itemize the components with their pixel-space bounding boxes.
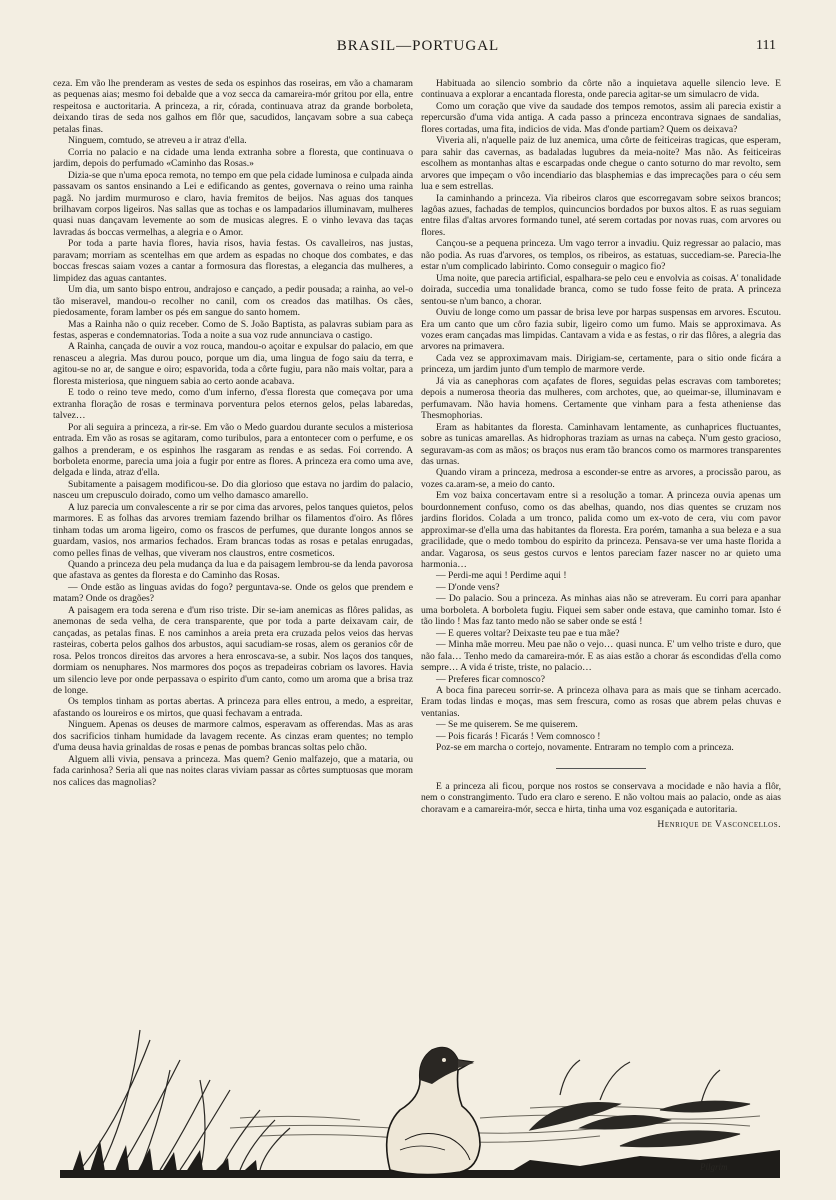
bank-right bbox=[500, 1150, 780, 1178]
paragraph: Viveria ali, n'aquelle paiz de luz anemica, uma côrte de feiticeiras tragicas, que esperam, para sahir das cavernas, as badaladas lugubres da meia-noite? Mas não. As feiticeiras escolhem as montanhas altas e escarpadas onde chegue o canto soturno do mar revolto, sem arvores que impeçam o vôo incendiario das blasphemias e das imprecações para o céu sem lua e sem estrellas. bbox=[421, 135, 781, 193]
paragraph: Já via as canephoras com açafates de flores, seguidas pelas escravas com tamboretes; depois a numerosa theoria das mulheres, com archotes, que, ao queimar-se, illuminavam e perfumavam. Não havia homens. Certamente que vinham para a festa atheniense das Thesmophorias. bbox=[421, 375, 781, 422]
paragraph: Subitamente a paisagem modificou-se. Do dia glorioso que estava no jardim do palacio, nasceu um crepusculo doirado, como um velho damasco amarello. bbox=[53, 478, 413, 502]
paragraph: Mas a Rainha não o quiz receber. Como de S. João Baptista, as palavras subiam para as festas, asperas e condemnatorias. Toda a noite a sua voz rude annunciava o castigo. bbox=[53, 318, 413, 341]
paragraph: — Onde estão as linguas avidas do fogo? perguntava-se. Onde os gelos que prendem e matam? Onde os dragões? bbox=[53, 581, 413, 605]
dialogue-line: — Minha mãe morreu. Meu pae não o vejo… quasi nunca. E' um velho triste e duro, que não fala… Tenho medo da camareira-mór. E as aias estão a chorar ás escondidas d'ella como sempre… A vida é triste, triste, no palacio… bbox=[421, 639, 781, 674]
paragraph: A boca fina pareceu sorrir-se. A princeza olhava para as mais que se tinham acercado. Eram todas lindas e moças, mas sem frescura, como as rosas que abrem pelas chuvas e ventanias. bbox=[421, 685, 781, 719]
paragraph: Como um coração que vive da saudade dos tempos remotos, assim ali parecia existir a repercursão d'uma vida antiga. A cada passo a princeza encontrava signaes de sandalias, flores cortadas, uma fita, indicios de vida. Mas d'onde partiam? Quem os deixava? bbox=[421, 100, 781, 135]
paragraph: ceza. Em vão lhe prenderam as vestes de seda os espinhos das roseiras, em vão a chamaram as pequenas aias; mesmo foi debalde que a voz secca da camareira-mór gritou por ella, entre respeitosa e auctoritaria. A princeza, a rir, córada, continuava atraz da grande borboleta, deixando tiras de seda nos galhos em flôr que, sacudidos, lançavam sobre a sua cabeça petalas finas. bbox=[53, 78, 413, 135]
dialogue-line: — Do palacio. Sou a princeza. As minhas aias não se atreveram. Eu corri para apanhar uma borboleta. A borboleta fugiu. Fiquei sem saber onde estava, que caminho tomar. Isto é tão lindo ! Mas faz tanto medo não se saber onde se está ! bbox=[421, 593, 781, 628]
paragraph: Por ali seguira a princeza, a rir-se. Em vão o Medo guardou durante seculos a misteriosa entrada. Em vão as rosas se agitaram, como turibulos, para a entontecer com o perfume, e os galhos a prenderam, e os espinhos lhe rasgaram as rendas e as sedas. Foi correndo. A borboleta enorme, parecia uma joia a fugir por entre as flores. A princeza era como uma ave, delgada e linda, atraz d'ella. bbox=[53, 421, 413, 479]
dialogue-line: — E queres voltar? Deixaste teu pae e tua mãe? bbox=[436, 627, 620, 639]
dialogue-line: — Perdi-me aqui ! Perdime aqui ! bbox=[436, 570, 567, 582]
paragraph: A Rainha, cançada de ouvir a voz rouca, mandou-o açoitar e expulsar do palacio, em que renasceu a alegria. Mas durou pouco, porque um dia, uma lingua de fogo saiu da terra, e agitou-se no ar, de sangue e oiro; espavorida, toda a côrte fugiu, para não mais voltar, para a floresta misteriosa, que ninguem sabia ao certo aonde acabava. bbox=[53, 341, 413, 387]
paragraph: Habituada ao silencio sombrio da côrte não a inquietava aquelle silencio leve. E continuava a explorar a encantada floresta, onde parecia agitar-se um simulacro de vida. bbox=[421, 78, 781, 101]
paragraph: Em voz baixa concertavam entre si a resolução a tomar. A princeza ouvia apenas um bourdonnement confuso, como os das abelhas, quando, nos dias quentes se cruzam nos jardins floridos. Colada a um tronco, palida como um ex-voto de cera, viu com pavor approximar-se d'ella uma das habitantes da floresta. Era porém, tamanha a sua beleza e a sua gracilidade, que o medo tombou do espirito da princeza. Pensava-se ver uma haste florida a andar. Vagarosa, os seus gestos curvos e lentos pareciam fazer nascer no ar quieto uma harmonia… bbox=[421, 490, 781, 571]
paragraph: Poz-se em marcha o cortejo, novamente. Entraram no templo com a princeza. bbox=[436, 742, 734, 754]
right-column bbox=[421, 78, 781, 958]
left-column bbox=[53, 78, 413, 958]
paragraph: Alguem alli vivia, pensava a princeza. Mas quem? Genio malfazejo, que a mataria, ou fada carinhosa? Seria ali que nas noites claras viviam passar as côrtes sumptuosas que moram nos calices das magnolias? bbox=[53, 753, 413, 788]
closing-paragraph: E a princeza ali ficou, porque nos rostos se conservava a mocidade e não havia a flôr, nem o constrangimento. Tudo era claro e sereno. E não voltou mais ao palacio, onde as aias choravam e a camareira-mór, secca e hirta, tinha uma voz esganiçada e autoritaria. bbox=[421, 780, 781, 815]
paragraph: Cançou-se a pequena princeza. Um vago terror a invadiu. Quiz regressar ao palacio, mas não podia. As ruas d'arvores, os templos, os ribeiros, as estatuas, succediam-se. Parecia-lhe estar n'um complicado labirinto. Como conseguir o magico fio? bbox=[421, 238, 781, 273]
author-signature: Henrique de Vasconcellos. bbox=[657, 819, 781, 831]
paragraph: Ouviu de longe como um passar de brisa leve por harpas suspensas em arvores. Escutou. Era um canto que um côro fazia subir, ligeiro como um fumo. Mais se approximava. As vozes eram cançadas mas limpidas. Cantavam a vida e as festas, o rir das flôres, a alegria das arvores na primavera. bbox=[421, 307, 781, 353]
paragraph: A paisagem era toda serena e d'um riso triste. Dir se-iam anemicas as flôres palidas, as anemonas de seda velha, de cera transparente, que por toda a parte deixavam cair, de cançadas, as petalas finas. E nos caminhos a areia preta era cruzada pelos veios das hervas rasteiras, coberta pelos galhos dos arbustos, aqui sacudiam-se rosas, alem os geranios côr de rosa. Pelos troncos direitos das arvores a hera enroscava-se, a subir. Nos laços dos tanques, dormiam os nenuphares. Nos marmores dos poços as trepadeiras cobriam os lavores. Havia um silencio leve por onde perpassava o espirito d'um canto, como um aroma que a brisa traz de longe. bbox=[53, 604, 413, 697]
dialogue-line: — Se me quiserem. Se me quiserem. bbox=[436, 719, 578, 731]
water-plants-right bbox=[530, 1060, 750, 1147]
paragraph: Ia caminhando a princeza. Via ribeiros claros que escorregavam sobre seixos brancos; lagôas azues, fachadas de templos, quincuncios bordados por buxos altos. E as ruas seguiam entre filas d'altas arvores formando tunel, até serem cortadas por novas ruas, com arvores ou flores. bbox=[421, 192, 781, 238]
paragraph: Uma noite, que parecia artificial, espalhara-se pelo ceu e envolvia as coisas. A' tonalidade doirada, succedia uma tonalidade branca, como se tudo fosse feito de prata. A princeza sentou-se n'um banco, a chorar. bbox=[421, 272, 781, 307]
paragraph: Um dia, um santo bispo entrou, andrajoso e cançado, a pedir pousada; a rainha, ao vel-o tão miseravel, mandou-o recolher no canil, com os creados das matilhas. Os cães, piedosamente, foram lamber os pés em sangue do santo homem. bbox=[53, 284, 413, 319]
paragraph: Corria no palacio e na cidade uma lenda extranha sobre a floresta, que continuava o jardim, depois do perfumado «Caminho das Rosas.» bbox=[53, 146, 413, 170]
dialogue-line: — Pois ficarás ! Ficarás ! Vem comnosco ! bbox=[436, 730, 601, 742]
paragraph: Dizia-se que n'uma epoca remota, no tempo em que pela cidade luminosa e culpada ainda passavam os santos ensinando a Lei e edificando as gentes, governava o reino uma rainha pagã. No jardim murmuroso e claro, havia fremitos de beijos. Nas aguas dos tanques brilhavam corpos ligeiros. Nas sallas que as tochas e os lampadarios illuminavam, mulheres quasi nuas dançavam levemente ao som de musicas alegres. E o vinho levava das taças lavradas ás boccas vermelhas, a alegria e o Amor. bbox=[53, 169, 413, 238]
publication-title: BRASIL—PORTUGAL bbox=[336, 38, 500, 54]
paragraph: Quando a princeza deu pela mudança da lua e da paisagem lembrou-se da lenda pavorosa que afastava as gentes da floresta e do Caminho das Rosas. bbox=[53, 559, 413, 582]
paragraph: Eram as habitantes da floresta. Caminhavam lentamente, as cunhaprices fluctuantes, sobre as tunicas amarellas. As hidrophoras traziam as urnas na cabeça. N'um gesto gracioso, seguravam-as com as mãos; os braços nus eram tão brancos como os marmores transparentes das urnas. bbox=[421, 421, 781, 467]
paragraph: Cada vez se approximavam mais. Dirigiam-se, certamente, para o sitio onde ficára a princeza, um jardim junto d'um templo de marmore verde. bbox=[421, 352, 781, 376]
reeds-left bbox=[80, 1030, 290, 1170]
duck bbox=[387, 1048, 480, 1175]
page-header bbox=[60, 38, 776, 62]
paragraph: E todo o reino teve medo, como d'um inferno, d'essa floresta que começava por uma extranha floração de rosas e terminava porventura pelos eternos gelos, pelas labaredas, talvez… bbox=[53, 387, 413, 422]
paragraph: A luz parecia um convalescente a rir se por cima das arvores, pelos tanques quietos, pelos marmores. E as folhas das arvores tremiam fazendo brilhar os filamentos d'oiro. As flôres tinham todas um aroma ligeiro, como os frascos de perfumes, que durante longos annos se guardam, vasios, nos armarios fechados. Eram brancas todas as rosas e petalas enrugadas, como pelles finas de velhas, que viveram nos claustros, entre cosmeticos. bbox=[53, 501, 413, 559]
dialogue-line: — Preferes ficar comnosco? bbox=[436, 673, 545, 685]
dialogue-line: — D'onde vens? bbox=[436, 581, 500, 593]
paragraph: Os templos tinham as portas abertas. A princeza para elles entrou, a medo, a espreitar, afastando os loureiros e os mirtos, que quasi fechavam a entrada. bbox=[53, 696, 413, 719]
duck-in-reeds-illustration bbox=[60, 1000, 780, 1178]
page-number: 111 bbox=[756, 38, 776, 53]
section-divider bbox=[556, 768, 646, 769]
paragraph: Por toda a parte havia flores, havia risos, havia festas. Os cavalleiros, nas justas, paravam; morriam as scentelhas em que ardem as espadas no choque dos combates, e das boccas frescas saiam vozes a cantar a formosura das florestas, a elegancia das mulheres, a limpidez das aguas cantantes. bbox=[53, 238, 413, 284]
paragraph: Quando viram a princeza, medrosa a esconder-se entre as arvores, a procissão parou, as vozes ca.aram-se, a meio do canto. bbox=[421, 467, 781, 490]
paragraph: Ninguem, comtudo, se atreveu a ir atraz d'ella. bbox=[68, 135, 247, 147]
artist-signature: Pilgrim bbox=[700, 1162, 728, 1172]
paragraph: Ninguem. Apenas os deuses de marmore calmos, esperavam as offerendas. Mas as aras dos sacrificios tinham humidade da lavagem recente. As cinzas eram quentes; no templo d'uma deusa havia grinaldas de rosas e penas de pombas brancas soltas pelo chão. bbox=[53, 719, 413, 754]
